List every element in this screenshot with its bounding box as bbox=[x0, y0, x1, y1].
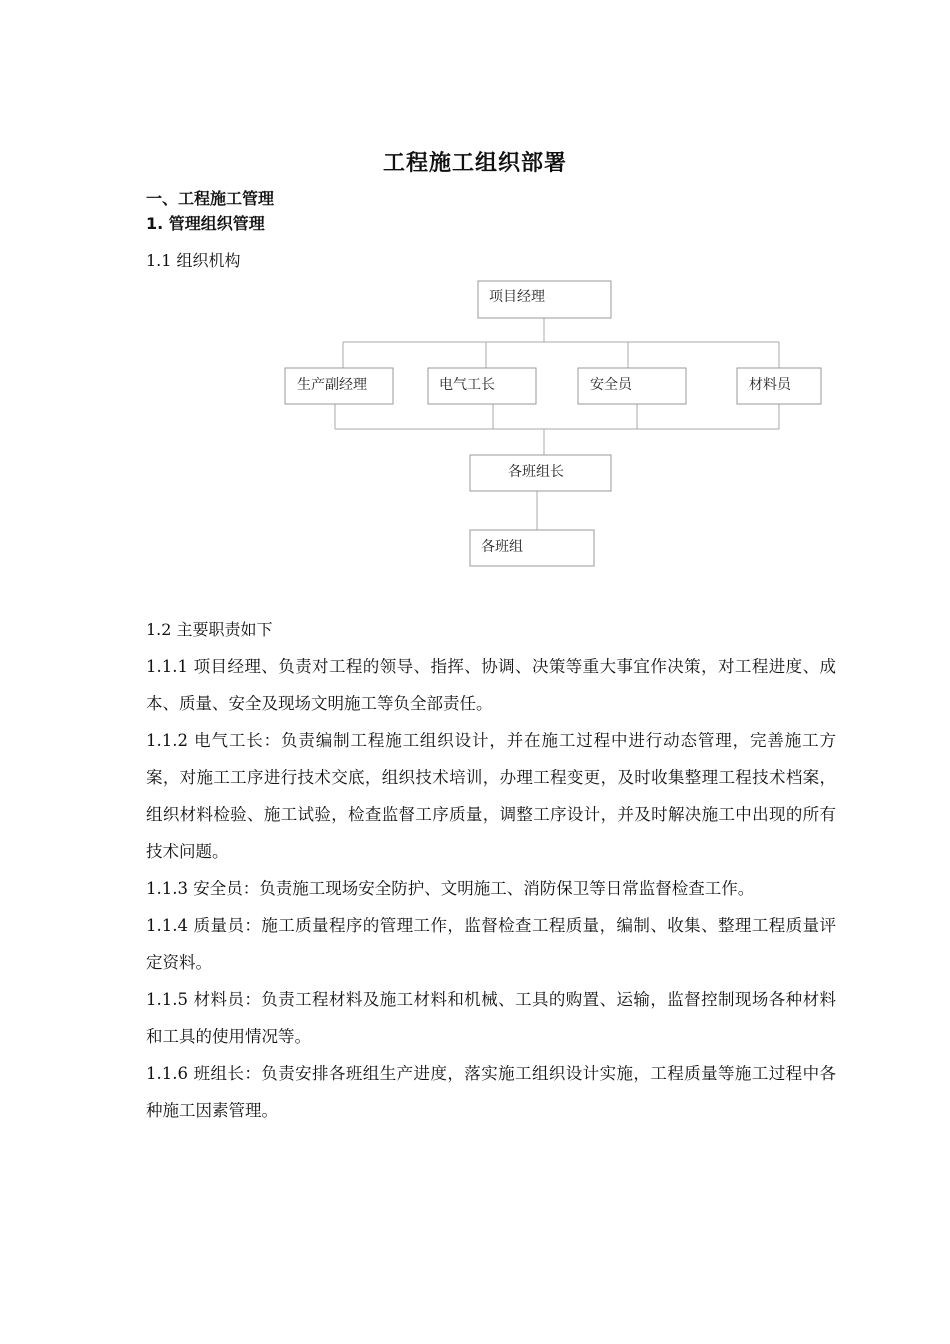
org-node-label: 生产副经理 bbox=[297, 377, 367, 393]
duties-heading: 1.2 主要职责如下 bbox=[146, 620, 273, 639]
org-node-label: 电气工长 bbox=[439, 377, 495, 393]
org-structure-heading: 1.1 组织机构 bbox=[146, 251, 241, 270]
duty-paragraph: 1.1.4 质量员：施工质量程序的管理工作，监督检查工程质量，编制、收集、整理工程质量评定资料。 bbox=[146, 916, 836, 972]
duty-paragraph: 1.1.3 安全员：负责施工现场安全防护、文明施工、消防保卫等日常监督检查工作。 bbox=[146, 879, 755, 898]
duty-paragraph: 1.1.5 材料员：负责工程材料及施工材料和机械、工具的购置、运输，监督控制现场各种材料和工具的使用情况等。 bbox=[146, 990, 836, 1046]
org-node-label: 各班组长 bbox=[508, 464, 564, 480]
duty-paragraph: 1.1.1 项目经理、负责对工程的领导、指挥、协调、决策等重大事宜作决策，对工程进度、成本、质量、安全及现场文明施工等负全部责任。 bbox=[146, 657, 836, 713]
org-node-label: 安全员 bbox=[590, 377, 632, 393]
org-node-material-officer bbox=[737, 368, 821, 404]
section-heading: 一、工程施工管理 bbox=[146, 189, 275, 208]
duty-paragraph: 1.1.2 电气工长：负责编制工程施工组织设计，并在施工过程中进行动态管理，完善施工方案，对施工工序进行技术交底，组织技术培训，办理工程变更，及时收集整理工程技术档案，组织材料检验、施工试验，检查监督工序质量，调整工序设计，并及时解决施工中出现的所有技术问题。 bbox=[146, 731, 836, 861]
org-node-safety-officer bbox=[578, 368, 686, 404]
org-node-label: 各班组 bbox=[481, 539, 523, 555]
subsection-heading: 1. 管理组织管理 bbox=[146, 214, 265, 233]
org-node-teams bbox=[470, 530, 594, 566]
org-chart bbox=[0, 0, 950, 600]
org-node-label: 材料员 bbox=[749, 377, 791, 393]
org-node-deputy-manager bbox=[285, 368, 393, 404]
duty-paragraph: 1.1.6 班组长：负责安排各班组生产进度，落实施工组织设计实施，工程质量等施工过程中各种施工因素管理。 bbox=[146, 1064, 836, 1120]
document-title: 工程施工组织部署 bbox=[382, 151, 567, 176]
org-node-label: 项目经理 bbox=[489, 289, 545, 305]
duties-list bbox=[146, 648, 836, 1129]
org-node-project-manager bbox=[478, 281, 611, 318]
org-node-electrical-foreman bbox=[428, 368, 536, 404]
org-node-team-leaders bbox=[470, 455, 611, 491]
